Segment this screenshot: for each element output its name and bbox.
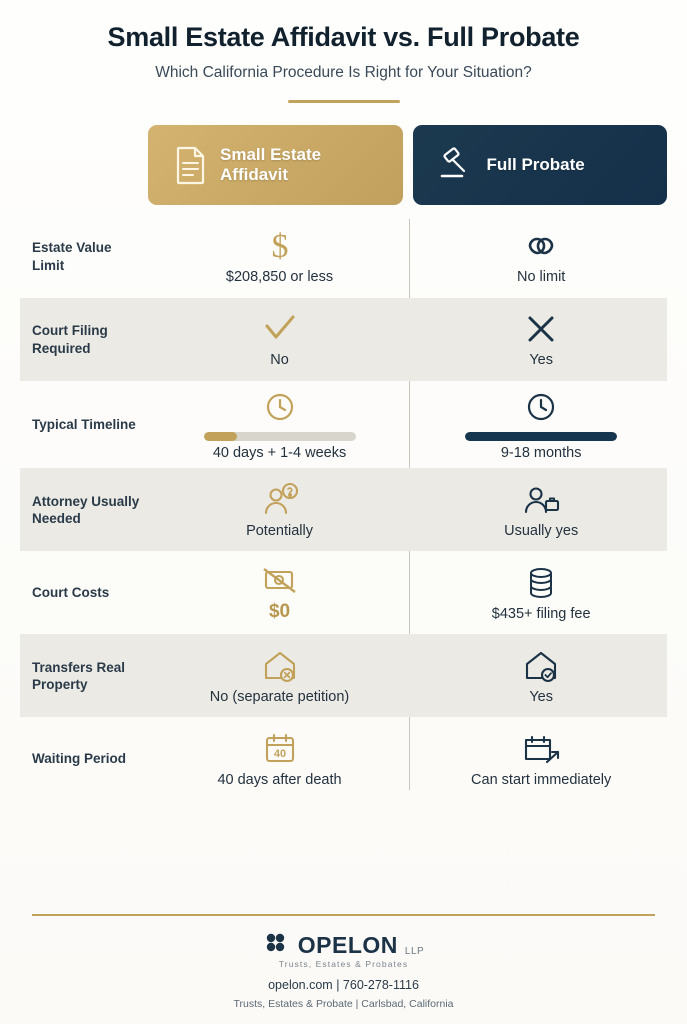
cell-full-probate	[415, 220, 667, 292]
table-row	[20, 468, 667, 551]
row-label: Court Costs	[32, 585, 110, 601]
row-label: Waiting Period	[32, 751, 126, 767]
cell-full-probate	[415, 381, 667, 468]
x-mark-icon	[419, 309, 663, 349]
page-subtitle: Which California Procedure Is Right for Your Situation?	[155, 64, 532, 81]
footer-location: Trusts, Estates & Probate | Carlsbad, California	[233, 998, 454, 1010]
table-row	[20, 215, 667, 298]
cell-full-probate	[415, 303, 667, 375]
row-label: Court Filing Required	[32, 323, 108, 356]
brand-name: OPELON	[297, 932, 398, 958]
no-money-icon	[158, 561, 402, 601]
cell-small-estate	[154, 474, 406, 546]
dollar-sign-icon	[158, 226, 402, 266]
cell-value: 9-18 months	[500, 445, 582, 461]
cell-small-estate	[154, 555, 406, 630]
column-header-label: Small Estate Affidavit	[220, 145, 322, 184]
cell-full-probate	[415, 640, 667, 712]
cell-small-estate	[154, 723, 406, 795]
footer-divider	[32, 914, 655, 916]
cell-full-probate	[415, 557, 667, 629]
cell-small-estate	[154, 303, 406, 375]
cell-value: No (separate petition)	[209, 688, 350, 705]
column-header-label: Full Probate	[486, 155, 585, 175]
cell-value: Usually yes	[504, 522, 579, 539]
page-title: Small Estate Affidavit vs. Full Probate	[107, 22, 580, 52]
gavel-icon	[439, 146, 475, 184]
table-row	[20, 717, 667, 800]
document-icon	[174, 145, 208, 185]
clock-icon	[419, 387, 663, 427]
house-x-icon	[158, 646, 402, 686]
infinity-icon	[419, 226, 663, 266]
table-row	[20, 634, 667, 717]
comparison-table	[20, 125, 667, 800]
row-label: Typical Timeline	[32, 417, 136, 433]
row-label: Estate Value Limit	[32, 240, 112, 273]
row-label: Attorney Usually Needed	[32, 493, 140, 526]
timeline-bar-fill	[204, 432, 237, 441]
column-header-full-probate	[413, 125, 668, 205]
svg-text:$: $	[271, 228, 289, 266]
cell-full-probate	[415, 474, 667, 546]
table-row	[20, 381, 667, 468]
cell-value: No limit	[516, 269, 566, 286]
timeline-bar	[204, 432, 356, 441]
brand-tagline: Trusts, Estates & Probates	[278, 959, 409, 969]
brand-lockup	[32, 930, 655, 961]
brand-suffix: LLP	[404, 946, 425, 957]
house-check-icon	[419, 646, 663, 686]
cell-value: Can start immediately	[471, 771, 612, 788]
cell-value: Potentially	[246, 522, 313, 539]
footer-contact[interactable]: opelon.com | 760-278-1116	[268, 978, 419, 992]
timeline-bar	[465, 432, 617, 441]
timeline-bar-fill	[465, 432, 617, 441]
opelon-logo-icon	[263, 930, 291, 961]
cell-value: No	[270, 352, 289, 369]
calendar-arrow-icon	[419, 729, 663, 769]
cell-small-estate	[154, 640, 406, 712]
row-label: Transfers Real Property	[32, 659, 126, 692]
cell-value: Yes	[529, 352, 553, 369]
calendar-day-badge: 40	[273, 747, 286, 760]
cell-value: $435+ filing fee	[491, 605, 591, 622]
person-briefcase-icon	[419, 480, 663, 520]
cell-full-probate	[415, 723, 667, 795]
cell-value: 40 days after death	[217, 771, 342, 788]
cell-value: Yes	[529, 688, 553, 705]
footer	[32, 914, 655, 1010]
table-rows	[20, 215, 667, 800]
cell-value: $0	[268, 601, 291, 623]
clock-icon	[158, 387, 402, 427]
calendar-40-icon	[158, 729, 402, 769]
header	[20, 0, 667, 103]
table-row	[20, 298, 667, 381]
checkmark-icon	[158, 309, 402, 349]
cell-small-estate	[154, 381, 406, 468]
cell-value: 40 days + 1-4 weeks	[212, 445, 347, 461]
coins-stack-icon	[419, 563, 663, 603]
cell-small-estate	[154, 220, 406, 292]
person-question-icon	[158, 480, 402, 520]
title-divider	[288, 100, 400, 103]
column-header-small-estate-affidavit	[148, 125, 403, 205]
column-headers	[148, 125, 667, 205]
cell-value: $208,850 or less	[225, 269, 334, 286]
table-row	[20, 551, 667, 634]
